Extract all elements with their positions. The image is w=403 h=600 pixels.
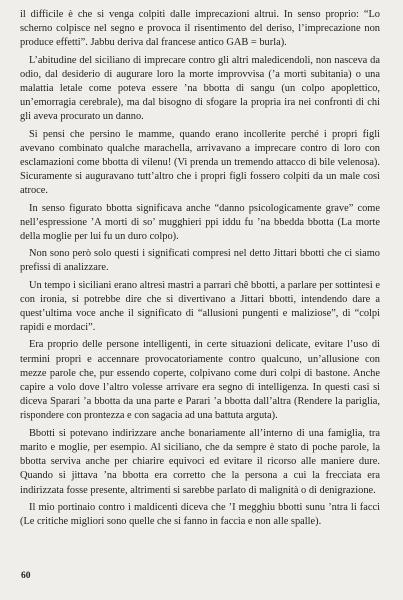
paragraph-6: Un tempo i siciliani erano altresì mastri a parrari chê bbotti, a parlare per sottintesi e con ironia, si potrebbe dire che si divertivano a Jittari bbotti, intendendo dare a quest’ultima voce anche il significato di “allusioni pungenti e maliziose”, di “colpi rapidi e mordaci”.: [20, 279, 380, 334]
paragraph-7: Era proprio delle persone intelligenti, in certe situazioni delicate, evitare l’uso di termini propri e accennare provocatoriamente contro qualcuno, un’allusione con mezze parole che, pur essendo coperte, colpivano come duri colpi di bastone. Anche capire a volo dove l’altro volesse arrivare era segno di intelligenza. In questi casi si diceva Sparari ’a bbotta da una parte e Parari ’a bbotta dall’altra (Rendere la pariglia, rispondere con prontezza e con sagacia ad una battuta arguta).: [20, 339, 380, 422]
page-number: 60: [21, 571, 31, 581]
paragraph-9: Il mio portinaio contro i maldicenti diceva che ’I megghiu bbotti sunu ’ntra li facci (Le critiche migliori sono quelle che si fanno in faccia e non alle spalle).: [20, 501, 380, 527]
paragraph-2: L’abitudine del siciliano di imprecare contro gli altri maledicendoli, non nasceva da odio, dal desiderio di augurare loro la morte improvvisa (’a morti subitania) o una malattia letale come poteva essere ’na bbotta di sangu (un colpo apoplettico, un’emorragia cerebrale), ma dal bisogno di sfogare la propria ira nei confronti di chi gli aveva procurato un danno.: [20, 54, 380, 123]
paragraph-1: il difficile è che si venga colpiti dalle imprecazioni altrui. In senso proprio: “Lo scherno colpisce nel segno e provoca il risentimento del deriso, l’imprecazione non produce effetti”. Jabbu deriva dal francese antico GAB = burla).: [20, 9, 380, 49]
body-text: [20, 8, 380, 532]
paragraph-4: In senso figurato bbotta significava anche “danno psicologicamente grave” come nell’espressione ’A morti di so’ mugghieri ppi iddu fu ’na bbedda bbotta (La morte della moglie per lui fu un duro colpo).: [20, 202, 380, 243]
paragraph-8: Bbotti si potevano indirizzare anche bonariamente all’interno di una famiglia, tra marito e moglie, per esempio. Al siciliano, che da sempre è stato di poche parole, la bbotta serviva anche per chiarire equivoci ed evitare il ricorso alle maniere dure. Quando si jittava ’na bbotta era corretto che la persona a cui la frecciata era indirizzata fosse presente, altrimenti si sarebbe parlato di malignità o di denigrazione.: [20, 427, 380, 496]
paragraph-3: Si pensi che persino le mamme, quando erano incollerite perché i propri figli avevano combinato qualche marachella, arrivavano a imprecare contro di loro con esclamazioni come bbotta di vilenu! (Vi prenda un tremendo attacco di bile velenosa). Sicuramente si auguravano tutt’altro che i propri figli fossero colpiti da un male così atroce.: [20, 128, 380, 197]
paragraph-5: Non sono però solo questi i significati compresi nel detto Jittari bbotti che ci siamo prefissi di analizzare.: [20, 248, 380, 274]
